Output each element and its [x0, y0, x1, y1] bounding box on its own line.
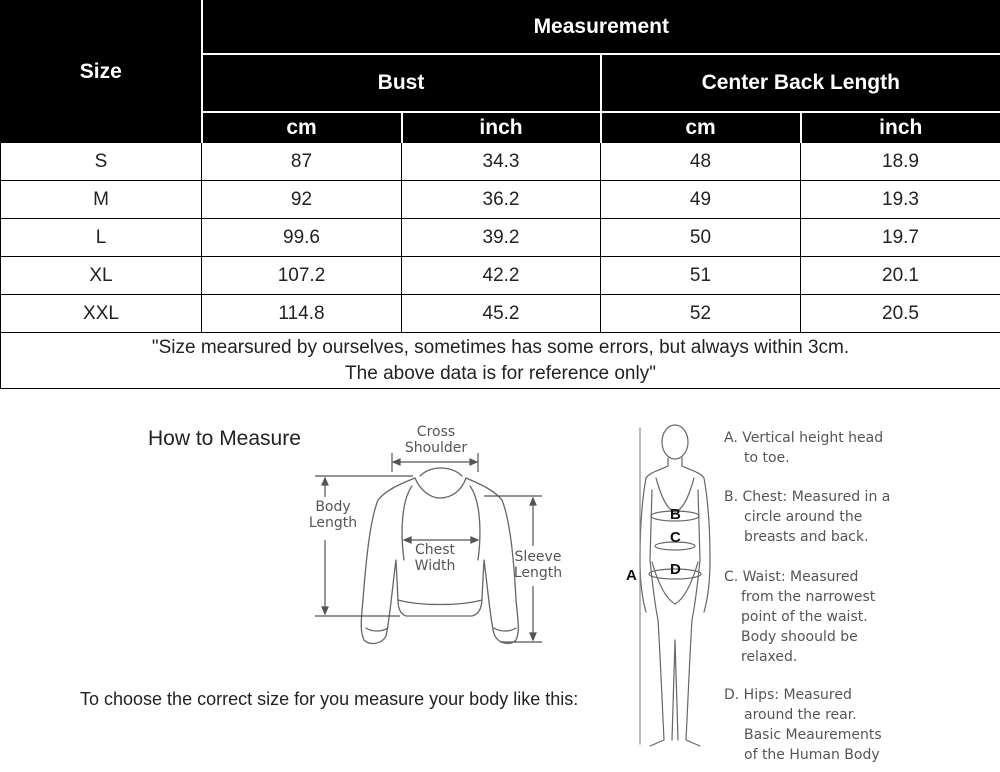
- legend-d-line-1: D. Hips: Measured: [724, 687, 852, 703]
- legend-c-line-5: relaxed.: [741, 649, 798, 665]
- note-line-1: "Size mearsured by ourselves, sometimes has some errors, but always within 3cm.: [151, 336, 850, 358]
- bust-header: Bust: [202, 54, 601, 112]
- legend-b-line-1: B. Chest: Measured in a: [724, 489, 891, 505]
- measurement-header: Measurement: [202, 1, 1000, 55]
- back-inch-cell: 19.7: [801, 219, 1000, 257]
- cross-shoulder-label: [396, 424, 476, 456]
- body-letter-d: D: [670, 561, 681, 578]
- legend-item-c: [724, 567, 994, 667]
- body-letter-c: C: [670, 529, 681, 546]
- legend-item-b: [724, 487, 994, 547]
- legend-d-line-4: of the Human Body: [744, 747, 880, 763]
- body-length-line-2: Length: [308, 515, 358, 531]
- bust-inch-cell: 42.2: [402, 257, 601, 295]
- legend-a-line-2: to toe.: [744, 450, 790, 466]
- chest-width-line-2: Width: [414, 558, 456, 574]
- cross-shoulder-line-1: Cross: [416, 424, 456, 440]
- back-cm-cell: 49: [601, 181, 801, 219]
- back-cm-cell: 51: [601, 257, 801, 295]
- back-cm-cell: 52: [601, 295, 801, 333]
- body-letter-b: B: [670, 506, 681, 523]
- legend-a-line-1: A. Vertical height head: [724, 430, 884, 446]
- human-body-illustration: [640, 425, 710, 746]
- cross-shoulder-line-2: Shoulder: [404, 440, 468, 456]
- body-length-label: [302, 499, 364, 531]
- bust-cm-cell: 114.8: [202, 295, 402, 333]
- legend-item-d: [724, 685, 994, 765]
- back-cm-cell: 50: [601, 219, 801, 257]
- center-back-length-header: Center Back Length: [601, 54, 1000, 112]
- back-inch-cell: 18.9: [801, 143, 1000, 181]
- sleeve-length-line-2: Length: [513, 565, 563, 581]
- sleeve-length-label: [507, 549, 569, 581]
- chest-width-line-1: Chest: [414, 542, 456, 558]
- legend-d-line-2: around the rear.: [744, 707, 857, 723]
- back-inch-cell: 19.3: [801, 181, 1000, 219]
- legend-c-line-1: C. Waist: Measured: [724, 569, 859, 585]
- legend-c-line-3: point of the waist.: [741, 609, 868, 625]
- legend-b-line-3: breasts and back.: [744, 529, 869, 545]
- legend-item-a: [724, 428, 994, 468]
- legend-d-line-3: Basic Meaurements: [744, 727, 882, 743]
- unit-header-bust-cm: cm: [202, 112, 402, 143]
- legend-b-line-2: circle around the: [744, 509, 863, 525]
- bust-inch-cell: 45.2: [402, 295, 601, 333]
- unit-header-bust-inch: inch: [402, 112, 601, 143]
- unit-header-back-inch: inch: [801, 112, 1000, 143]
- body-length-line-1: Body: [315, 499, 351, 515]
- size-cell: S: [1, 143, 202, 181]
- bust-inch-cell: 34.3: [402, 143, 601, 181]
- unit-header-back-cm: cm: [601, 112, 801, 143]
- back-inch-cell: 20.1: [801, 257, 1000, 295]
- note-line-2: The above data is for reference only": [345, 362, 656, 384]
- size-cell: XXL: [1, 295, 202, 333]
- back-inch-cell: 20.5: [801, 295, 1000, 333]
- bust-inch-cell: 36.2: [402, 181, 601, 219]
- bust-inch-cell: 39.2: [402, 219, 601, 257]
- bust-cm-cell: 92: [202, 181, 402, 219]
- size-cell: L: [1, 219, 202, 257]
- bust-cm-cell: 107.2: [202, 257, 402, 295]
- size-cell: XL: [1, 257, 202, 295]
- choose-size-instruction: To choose the correct size for you measure your body like this:: [80, 689, 579, 709]
- chest-width-label: [404, 542, 466, 574]
- body-letter-a: A: [626, 567, 637, 584]
- bust-cm-cell: 87: [202, 143, 402, 181]
- legend-c-line-2: from the narrowest: [741, 589, 876, 605]
- how-to-measure-title: How to Measure: [148, 427, 301, 450]
- back-cm-cell: 48: [601, 143, 801, 181]
- size-header: Size: [1, 1, 202, 143]
- sleeve-length-line-1: Sleeve: [514, 549, 562, 565]
- bust-cm-cell: 99.6: [202, 219, 402, 257]
- legend-c-line-4: Body shoould be: [741, 629, 858, 645]
- size-cell: M: [1, 181, 202, 219]
